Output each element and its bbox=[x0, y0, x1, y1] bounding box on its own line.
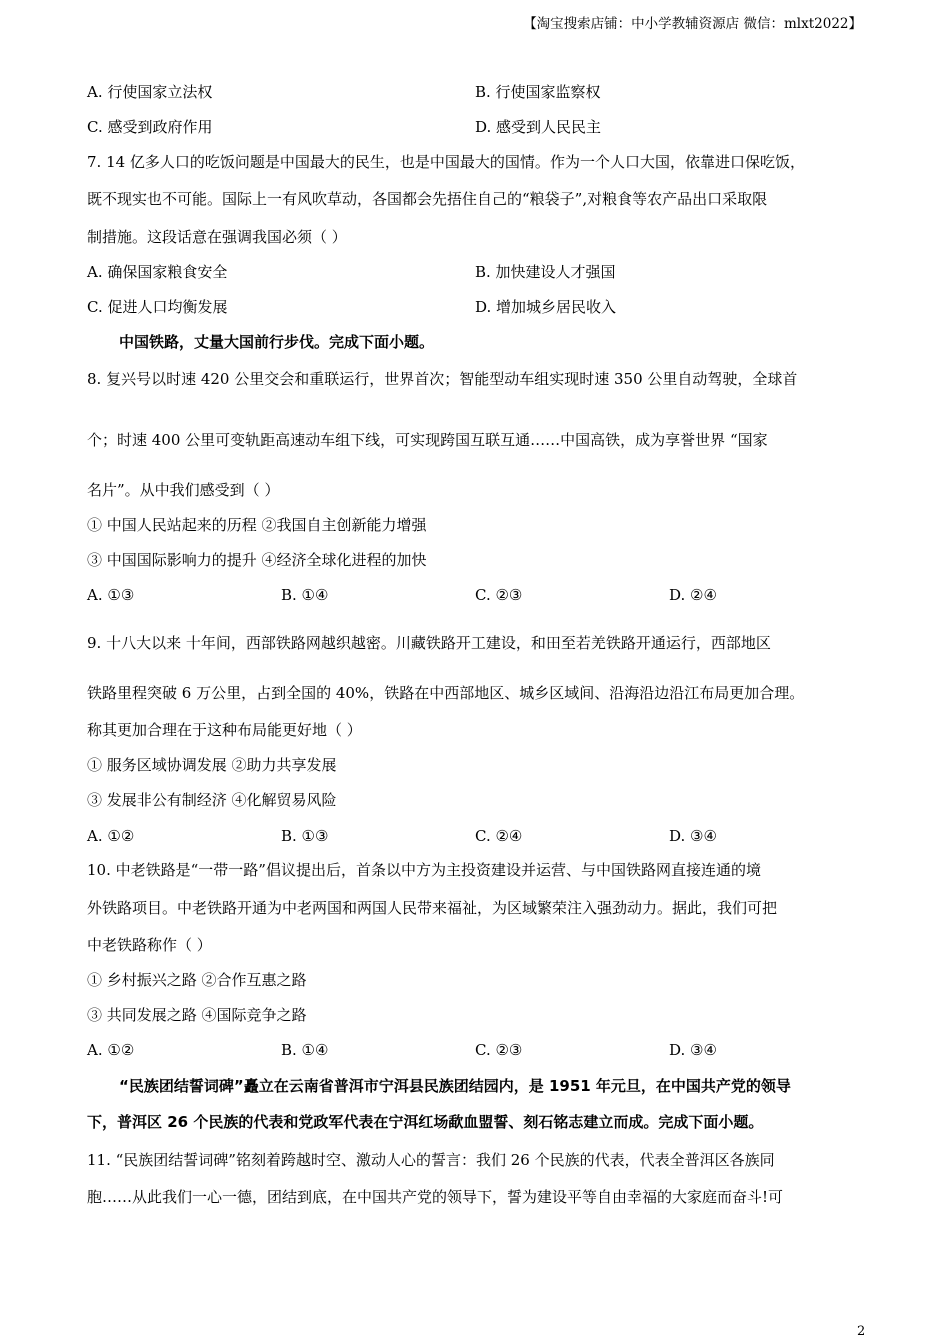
q6-option-b[interactable]: B. 行使国家监察权 bbox=[475, 83, 601, 101]
q10-stem-line-3: 中老铁路称作（ ） bbox=[87, 936, 212, 954]
q8-option-c[interactable]: C. ②③ bbox=[475, 586, 523, 604]
q7-stem-line-2: 既不现实也不可能。国际上一有风吹草动，各国都会先捂住自己的“粮袋子”,对粮食等农产品出口采取限 bbox=[87, 190, 768, 208]
q10-items-line-1: ① 乡村振兴之路 ②合作互惠之路 bbox=[87, 971, 307, 989]
q10-option-b[interactable]: B. ①④ bbox=[281, 1041, 329, 1059]
q6-option-d[interactable]: D. 感受到人民民主 bbox=[475, 118, 602, 136]
q9-items-line-1: ① 服务区域协调发展 ②助力共享发展 bbox=[87, 756, 337, 774]
q9-stem-line-2: 铁路里程突破 6 万公里，占到全国的 40%，铁路在中西部地区、城乡区域间、沿海沿边沿江布局更加合理。 bbox=[87, 684, 805, 702]
intro-unity-line-1: “民族团结誓词碑”矗立在云南省普洱市宁洱县民族团结园内，是 1951 年元旦，在中国共产党的领导 bbox=[119, 1077, 791, 1095]
q10-items-line-2: ③ 共同发展之路 ④国际竞争之路 bbox=[87, 1006, 307, 1024]
q8-stem-line-3: 名片”。从中我们感受到（ ） bbox=[87, 481, 280, 499]
q8-items-line-2: ③ 中国国际影响力的提升 ④经济全球化进程的加快 bbox=[87, 551, 427, 569]
q8-stem-line-1: 8. 复兴号以时速 420 公里交会和重联运行，世界首次；智能型动车组实现时速 350 公里自动驾驶，全球首 bbox=[87, 370, 798, 388]
q10-stem-line-2: 外铁路项目。中老铁路开通为中老两国和两国人民带来福祉，为区域繁荣注入强劲动力。据此，我们可把 bbox=[87, 899, 778, 917]
q11-stem-line-1: 11. “民族团结誓词碑”铭刻着跨越时空、激动人心的誓言：我们 26 个民族的代表，代表全普洱区各族同 bbox=[87, 1151, 775, 1169]
q10-stem-line-1: 10. 中老铁路是“一带一路”倡议提出后，首条以中方为主投资建设并运营、与中国铁路网直接连通的境 bbox=[87, 861, 761, 879]
q8-option-d[interactable]: D. ②④ bbox=[669, 586, 717, 604]
q7-option-a[interactable]: A. 确保国家粮食安全 bbox=[87, 263, 228, 281]
q9-stem-line-3: 称其更加合理在于这种布局能更好地（ ） bbox=[87, 721, 362, 739]
intro-unity-line-2: 下，普洱区 26 个民族的代表和党政军代表在宁洱红场歃血盟誓、刻石铭志建立而成。完成下面小题。 bbox=[87, 1113, 764, 1131]
q8-option-a[interactable]: A. ①③ bbox=[87, 586, 135, 604]
q7-option-b[interactable]: B. 加快建设人才强国 bbox=[475, 263, 616, 281]
q11-stem-line-2: 胞……从此我们一心一德，团结到底，在中国共产党的领导下，誓为建设平等自由幸福的大家庭而奋斗!可 bbox=[87, 1188, 784, 1206]
q6-option-a[interactable]: A. 行使国家立法权 bbox=[87, 83, 213, 101]
q9-items-line-2: ③ 发展非公有制经济 ④化解贸易风险 bbox=[87, 791, 337, 809]
q7-stem-line-1: 7. 14 亿多人口的吃饭问题是中国最大的民生，也是中国最大的国情。作为一个人口大国，依靠进口保吃饭， bbox=[87, 153, 805, 171]
q10-option-a[interactable]: A. ①② bbox=[87, 1041, 135, 1059]
q7-option-c[interactable]: C. 促进人口均衡发展 bbox=[87, 298, 228, 316]
intro-railway: 中国铁路，丈量大国前行步伐。完成下面小题。 bbox=[119, 333, 435, 351]
q7-option-d[interactable]: D. 增加城乡居民收入 bbox=[475, 298, 617, 316]
page-header-watermark: 【淘宝搜索店铺：中小学教辅资源店 微信：mlxt2022】 bbox=[523, 16, 862, 32]
q9-option-d[interactable]: D. ③④ bbox=[669, 827, 717, 845]
q9-option-c[interactable]: C. ②④ bbox=[475, 827, 523, 845]
q7-stem-line-3: 制措施。这段话意在强调我国必须（ ） bbox=[87, 228, 347, 246]
q9-option-a[interactable]: A. ①② bbox=[87, 827, 135, 845]
q8-stem-line-2: 个；时速 400 公里可变轨距高速动车组下线，可实现跨国互联互通……中国高铁，成为享誉世界 “国家 bbox=[87, 431, 768, 449]
page-number: 2 bbox=[857, 1324, 866, 1339]
q8-items-line-1: ① 中国人民站起来的历程 ②我国自主创新能力增强 bbox=[87, 516, 427, 534]
q10-option-c[interactable]: C. ②③ bbox=[475, 1041, 523, 1059]
q8-option-b[interactable]: B. ①④ bbox=[281, 586, 329, 604]
q9-stem-line-1: 9. 十八大以来 十年间，西部铁路网越织越密。川藏铁路开工建设，和田至若羌铁路开通运行，西部地区 bbox=[87, 634, 771, 652]
q10-option-d[interactable]: D. ③④ bbox=[669, 1041, 717, 1059]
q6-option-c[interactable]: C. 感受到政府作用 bbox=[87, 118, 213, 136]
q9-option-b[interactable]: B. ①③ bbox=[281, 827, 329, 845]
